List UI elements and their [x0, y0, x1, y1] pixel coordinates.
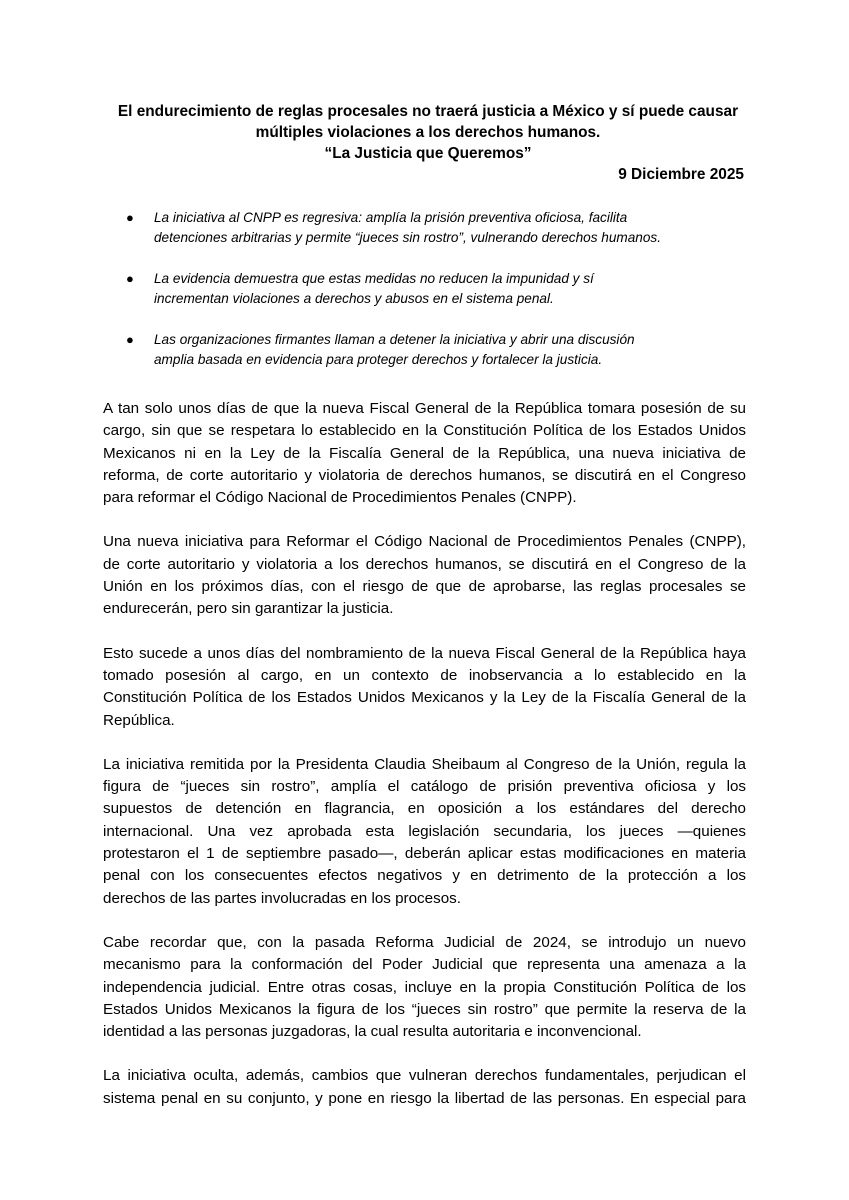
paragraph-line: La iniciativa oculta, además, cambios que vulneran derechos fundamentales, perjudican el [103, 1067, 746, 1085]
paragraph-line: Cabe recordar que, con la pasada Reforma Judicial de 2024, se introdujo un nuevo [103, 933, 746, 951]
summary-bullet [126, 269, 766, 309]
bullet-dot-icon: ● [126, 210, 134, 225]
paragraph-line: Mexicanos ni en la Ley de la Fiscalía General de la República, una nueva iniciativa de [103, 444, 746, 462]
paragraph-line: de corte autoritario y violatoria a los derechos humanos, se discutirá en el Congreso de la [103, 555, 746, 573]
paragraph-line: tomado posesión al cargo, en un contexto de inobservancia a lo establecido en la [103, 666, 746, 684]
title-subtitle: “La Justicia que Queremos” [324, 145, 532, 162]
paragraph-line: sistema penal en su conjunto, y pone en riesgo la libertad de las personas. En especial para [103, 1089, 746, 1107]
body-paragraph [103, 1065, 746, 1110]
bullet-text-line: incrementan violaciones a derechos y abusos en el sistema penal. [154, 291, 554, 306]
paragraph-line: protestaron el 1 de septiembre pasado—, deberán aplicar estas modificaciones en materia [103, 845, 746, 863]
document-date: 9 Diciembre 2025 [618, 166, 744, 183]
body-paragraph [103, 531, 746, 620]
paragraph-line: reforma, de corte autoritario y violatoria de derechos humanos, se discutirá en el Congreso [103, 466, 746, 484]
bullet-text-line: La evidencia demuestra que estas medidas no reducen la impunidad y sí [154, 271, 594, 286]
paragraph-line: independencia judicial. Entre otras cosas, incluye en la propia Constitución Política de los [103, 978, 746, 996]
bullet-text-line: amplia basada en evidencia para proteger derechos y fortalecer la justicia. [154, 352, 603, 367]
paragraph-line: República. [103, 711, 175, 729]
body-paragraph [103, 643, 746, 732]
body-paragraph [103, 754, 746, 910]
paragraph-line: La iniciativa remitida por la Presidenta Claudia Sheibaum al Congreso de la Unión, regula la [103, 755, 746, 773]
paragraph-line: Una nueva iniciativa para Reformar el Código Nacional de Procedimientos Penales (CNPP), [103, 533, 746, 551]
bullet-dot-icon: ● [126, 332, 134, 347]
paragraph-line: cargo, sin que se respetara lo establecido en la Constitución Política de los Estados Unidos [103, 422, 746, 440]
bullet-text-line: La iniciativa al CNPP es regresiva: amplía la prisión preventiva oficiosa, facilita [154, 210, 628, 225]
paragraph-line: mecanismo para la conformación del Poder Judicial que representa una amenaza a la [103, 956, 746, 974]
paragraph-line: endurecerán, pero sin garantizar la justicia. [103, 600, 394, 618]
title-line: El endurecimiento de reglas procesales no traerá justicia a México y sí puede causar [117, 103, 739, 120]
bullet-dot-icon: ● [126, 271, 134, 286]
summary-bullet-list [126, 208, 766, 391]
paragraph-line: Unión en los próximos días, con el riesgo de que de aprobarse, las reglas procesales se [103, 578, 746, 596]
summary-bullet [126, 330, 766, 370]
body-paragraph [103, 398, 746, 509]
body-paragraph [103, 932, 746, 1043]
paragraph-line: para reformar el Código Nacional de Procedimientos Penales (CNPP). [103, 489, 577, 507]
paragraph-line: figura de “jueces sin rostro”, amplía el catálogo de prisión preventiva oficiosa y los [103, 778, 746, 796]
paragraph-line: Estados Unidos Mexicanos la figura de los “jueces sin rostro” que permite la reserva de la [103, 1000, 746, 1018]
title-line: múltiples violaciones a los derechos humanos. [255, 124, 601, 141]
paragraph-line: identidad a las personas juzgadoras, la cual resulta autoritaria e inconvencional. [103, 1023, 642, 1041]
summary-bullet [126, 208, 766, 248]
paragraph-line: A tan solo unos días de que la nueva Fiscal General de la República tomara posesión de su [103, 400, 746, 417]
paragraph-line: internacional. Una vez aprobada esta legislación secundaria, los jueces —quienes [103, 822, 746, 840]
paragraph-line: derechos de las partes involucradas en los procesos. [103, 889, 461, 907]
bullet-text-line: Las organizaciones firmantes llaman a detener la iniciativa y abrir una discusión [154, 332, 635, 347]
paragraph-line: Constitución Política de los Estados Unidos Mexicanos y la Ley de la Fiscalía General de la [103, 689, 746, 707]
paragraph-line: penal con los consecuentes efectos negativos y en detrimento de la protección a los [103, 867, 746, 885]
bullet-text-line: detenciones arbitrarias y permite “jueces sin rostro”, vulnerando derechos humanos. [154, 230, 661, 245]
paragraph-line: Esto sucede a unos días del nombramiento de la nueva Fiscal General de la República haya [103, 644, 746, 662]
document-body [103, 398, 746, 1132]
document-title [95, 101, 761, 164]
paragraph-line: supuestos de detención en flagrancia, en oposición a los estándares del derecho [103, 800, 746, 818]
